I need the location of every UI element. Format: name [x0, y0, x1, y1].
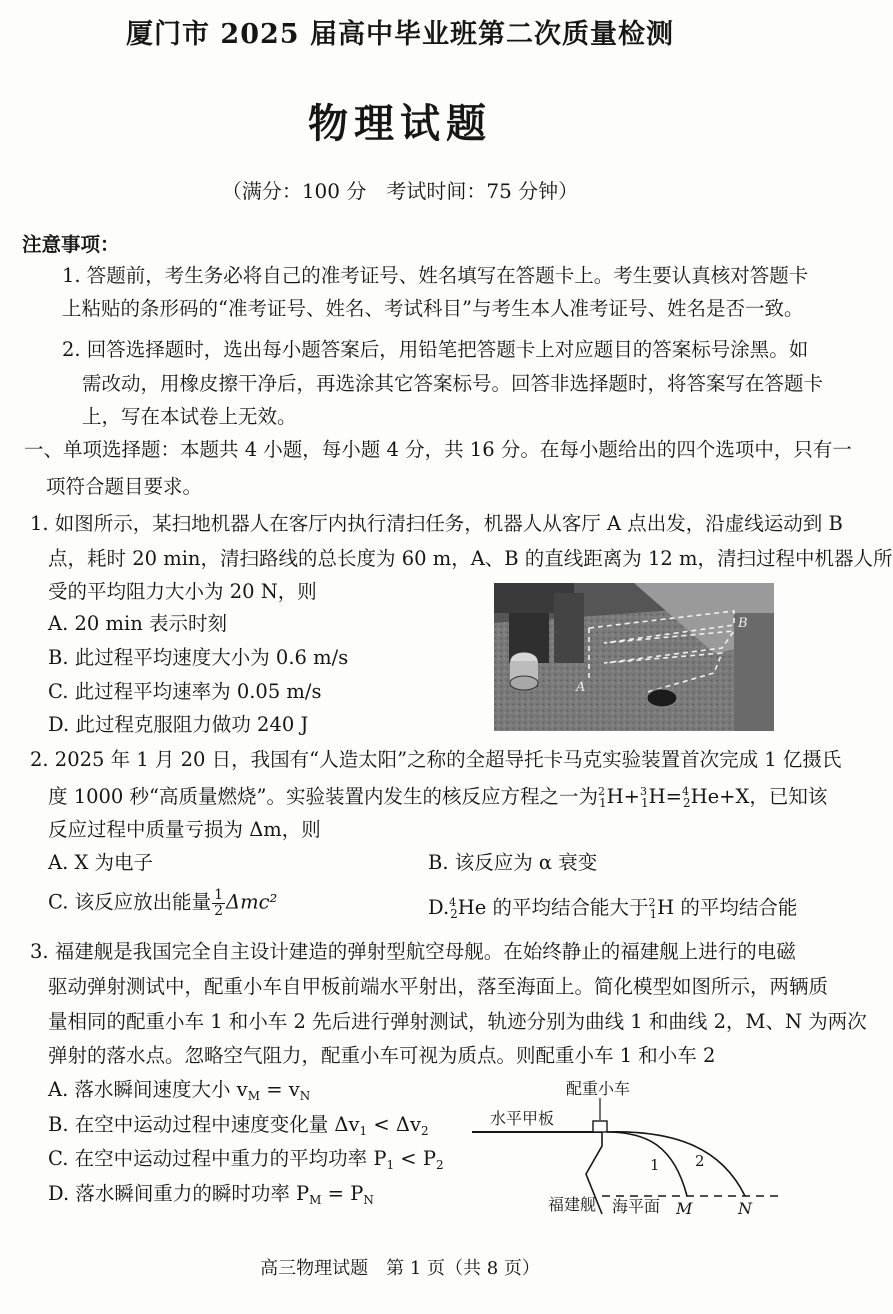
q2-stem-text: ，已知该 [749, 785, 828, 808]
weighted-car [593, 1121, 607, 1132]
notice-heading: 注意事项： [22, 233, 120, 256]
ship-label: 福建舰 [548, 1195, 597, 1214]
q3-stem: 3. 福建舰是我国完全自主设计建造的弹射型航空母舰。在始终静止的福建舰上进行的电磁 [30, 940, 796, 963]
q3-option-b: B. 在空中运动过程中速度变化量 $\Delta v_1 < \Delta v_2$ [48, 1113, 429, 1138]
q2-stem-equation-line [48, 786, 827, 809]
q3-stem: 量相同的配重小车 1 和小车 2 先后进行弹射测试，轨迹分别为曲线 1 和曲线 2，M、N 为两次 [48, 1010, 867, 1033]
section-heading: 一、单项选择题：本题共 4 小题，每小题 4 分，共 16 分。在每小题给出的四个选项中，只有一 [24, 438, 852, 461]
q3-option-c: C. 在空中运动过程中重力的平均功率 $P_1 < P_2$ [48, 1147, 444, 1172]
q3-option-a: A. 落水瞬间速度大小 $v_M = v_N$ [48, 1078, 311, 1103]
q1-living-room-photo [494, 583, 774, 731]
deck-label: 水平甲板 [490, 1109, 555, 1128]
curve-1-label: 1 [650, 1156, 660, 1174]
q2-option-a: A. X 为电子 [48, 851, 154, 874]
notice-line: 上，写在本试卷上无效。 [82, 405, 297, 428]
photo-point-b-label: B [738, 616, 748, 631]
notice-line: 1. 答题前，考生务必将自己的准考证号、姓名填写在答题卡上。考生要认真核对答题卡 [62, 264, 809, 287]
page-footer: 高三物理试题 第 1 页（共 8 页） [260, 1258, 540, 1279]
q1-option-c: C. 此过程平均速率为 0.05 m/s [48, 680, 322, 703]
q2-stem: 2. 2025 年 1 月 20 日，我国有“人造太阳”之称的全超导托卡马克实验装置首次完成 1 亿摄氏 [30, 748, 842, 771]
q3-stem: 弹射的落水点。忽略空气阻力，配重小车可视为质点。则配重小车 1 和小车 2 [48, 1044, 716, 1067]
landing-point-n-label: N [738, 1199, 752, 1218]
notice-line: 上粘贴的条形码的“准考证号、姓名、考试科目”与考生本人准考证号、姓名是否一致。 [62, 297, 804, 320]
q3-carrier-diagram [462, 1074, 792, 1220]
nuclear-equation: $^2_1$H+$^3_1$H=$^4_2$He+X [597, 785, 750, 810]
section-heading-cont: 项符合题目要求。 [46, 475, 203, 498]
q2-stem: 反应过程中质量亏损为 Δm，则 [48, 818, 321, 841]
q2-stem-text: 度 1000 秒“高质量燃烧”。实验装置内发生的核反应方程之一为 [48, 785, 598, 808]
q2-option-c: C. 该反应放出能量 $\frac{1}{2}$ Δmc² [48, 887, 278, 919]
score-time-info: （满分：100 分 考试时间：75 分钟） [221, 179, 579, 203]
exam-series-title: 厦门市 2025 届高中毕业班第二次质量检测 [126, 19, 674, 50]
q1-stem: 1. 如图所示，某扫地机器人在客厅内执行清扫任务，机器人从客厅 A 点出发，沿虚线运动到 B [30, 512, 843, 535]
fraction-one-half: $\frac{1}{2}$ [214, 887, 224, 919]
q3-option-d: D. 落水瞬间重力的瞬时功率 $P_M = P_N$ [48, 1182, 374, 1207]
car-label: 配重小车 [566, 1079, 631, 1098]
q2-option-d: D.$^4_2$He 的平均结合能大于$^2_1$H 的平均结合能 [428, 896, 798, 921]
photo-point-a-label: A [576, 680, 586, 695]
q1-stem: 点，耗时 20 min，清扫路线的总长度为 60 m，A、B 的直线距离为 12 m，清扫过程中机器人所 [48, 547, 893, 570]
q2-option-b: B. 该反应为 α 衰变 [428, 851, 598, 874]
q1-option-a: A. 20 min 表示时刻 [48, 612, 227, 635]
notice-line: 需改动，用橡皮擦干净后，再选涂其它答案标号。回答非选择题时，将答案写在答题卡 [82, 372, 824, 395]
trajectory-2 [607, 1132, 745, 1196]
q1-stem: 受的平均阻力大小为 20 N，则 [48, 580, 317, 603]
q1-option-d: D. 此过程克服阻力做功 240 J [48, 713, 309, 736]
paper-title: 物理试题 [308, 100, 492, 147]
trajectory-1 [607, 1132, 687, 1196]
landing-point-m-label: M [676, 1199, 693, 1218]
sea-level-label: 海平面 [612, 1197, 661, 1216]
notice-line: 2. 回答选择题时，选出每小题答案后，用铅笔把答题卡上对应题目的答案标号涂黑。如 [62, 338, 809, 361]
q1-option-b: B. 此过程平均速度大小为 0.6 m/s [48, 646, 349, 669]
curve-2-label: 2 [695, 1152, 705, 1170]
q3-stem: 驱动弹射测试中，配重小车自甲板前端水平射出，落至海面上。简化模型如图所示，两辆质 [48, 975, 829, 998]
